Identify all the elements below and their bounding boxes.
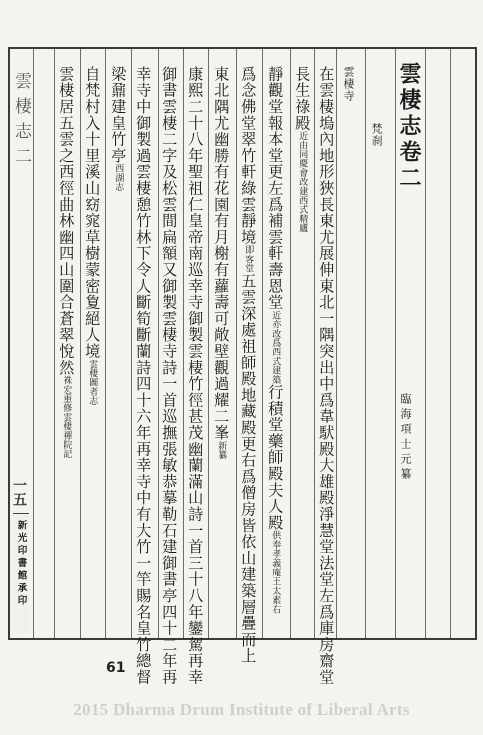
- main-text: 自梵村入十里溪山窈窕草樹蒙密夐絕人境: [83, 66, 102, 360]
- text-column: [186, 66, 205, 686]
- annotation-text: 西湖志: [113, 163, 124, 192]
- subsection-heading: 梵刹: [370, 123, 383, 147]
- main-text: 長生祿殿: [293, 66, 312, 132]
- main-text: 康熙二十八年聖祖仁皇帝南巡幸寺御製雲棲竹徑甚茂幽蘭滿山詩一首三十八年鑾駕再幸: [186, 66, 205, 686]
- column-divider: [105, 49, 106, 638]
- edge-rule: [33, 49, 34, 638]
- main-text: 爲念佛堂翠竹軒綠雲靜境: [239, 66, 258, 246]
- institution-watermark: 2015 Dharma Drum Institute of Liberal Arts: [73, 700, 410, 719]
- main-text: 幸寺中御製過雲棲憩竹林下令人斷筍斷蘭詩四十六年再幸寺中有大竹一竿賜名皇竹總督: [134, 66, 153, 686]
- column-divider: [450, 49, 451, 638]
- section-heading: 雲棲寺: [342, 66, 355, 102]
- annotation-text: 近由同慶會改建西式精廬: [297, 131, 308, 233]
- annotation-text: 新纂: [216, 440, 227, 460]
- column-divider: [336, 49, 337, 638]
- annotation-text: 近亦改爲西式建築: [270, 310, 281, 385]
- column-divider: [290, 49, 291, 638]
- main-text: 靜觀堂報本堂更左爲補雲軒壽恩堂: [266, 66, 285, 311]
- text-column: [83, 66, 102, 406]
- annotation-text: 即客堂: [243, 245, 254, 273]
- column-divider: [262, 49, 263, 638]
- frame-left-rule: [8, 47, 10, 640]
- text-column: [160, 66, 179, 686]
- column-divider: [236, 49, 237, 638]
- column-divider: [314, 49, 315, 638]
- annotation-text: 供奉孝義庵王太素右: [270, 530, 281, 614]
- compiler-credit: 臨海項士元纂: [399, 393, 412, 483]
- publisher-imprint: 新光印書館承印: [15, 520, 27, 608]
- edge-page-mark: 一五: [11, 478, 27, 506]
- book-title: 雲棲志卷二: [396, 62, 422, 192]
- edge-title: 雲棲志二: [11, 72, 31, 172]
- column-divider: [131, 49, 132, 638]
- text-column: [293, 66, 312, 233]
- annotation-text: 袾宏重修雲棲禪院記: [61, 375, 72, 459]
- main-text: 在雲棲塢內地形狹長東尤展伸東北一隅突出中爲韋䭾殿大雄殿淨慧堂法堂左爲庫房齋堂: [317, 66, 336, 686]
- text-column: [212, 66, 231, 460]
- publisher-box: [13, 513, 29, 633]
- column-divider: [365, 49, 366, 638]
- text-column: [317, 66, 336, 686]
- main-text: 東北隅尤幽勝有花園有月榭有蘿壽可敞壁觀過耀二峯: [212, 66, 231, 441]
- frame-right-rule: [475, 47, 477, 640]
- main-text: 五雲深處祖師殿地藏殿更右爲僧房皆依山建築層疊而上: [239, 272, 258, 665]
- column-divider: [425, 49, 426, 638]
- main-text: 雲棲居五雲之西徑曲林幽四山圍合蒼翠悅然: [57, 66, 76, 376]
- column-divider: [183, 49, 184, 638]
- column-divider: [158, 49, 159, 638]
- frame-top-rule: [8, 47, 476, 49]
- text-column: [239, 66, 258, 665]
- text-column: [266, 66, 285, 614]
- text-column: [57, 66, 76, 459]
- text-column: [109, 66, 128, 192]
- annotation-text: 雲棲圖者志: [87, 359, 98, 406]
- column-divider: [208, 49, 209, 638]
- column-divider: [80, 49, 81, 638]
- main-text: 梁鼐建皇竹亭: [109, 66, 128, 164]
- main-text: 行積堂藥師殿夫人殿: [266, 384, 285, 531]
- text-column: [134, 66, 153, 686]
- page-number: 61: [106, 660, 126, 676]
- main-text: 御書雲棲二字及松雲間扁額又御製雲棲寺詩一首巡撫張敏恭摹勒石建御書亭四十二年再: [160, 66, 179, 686]
- column-divider: [54, 49, 55, 638]
